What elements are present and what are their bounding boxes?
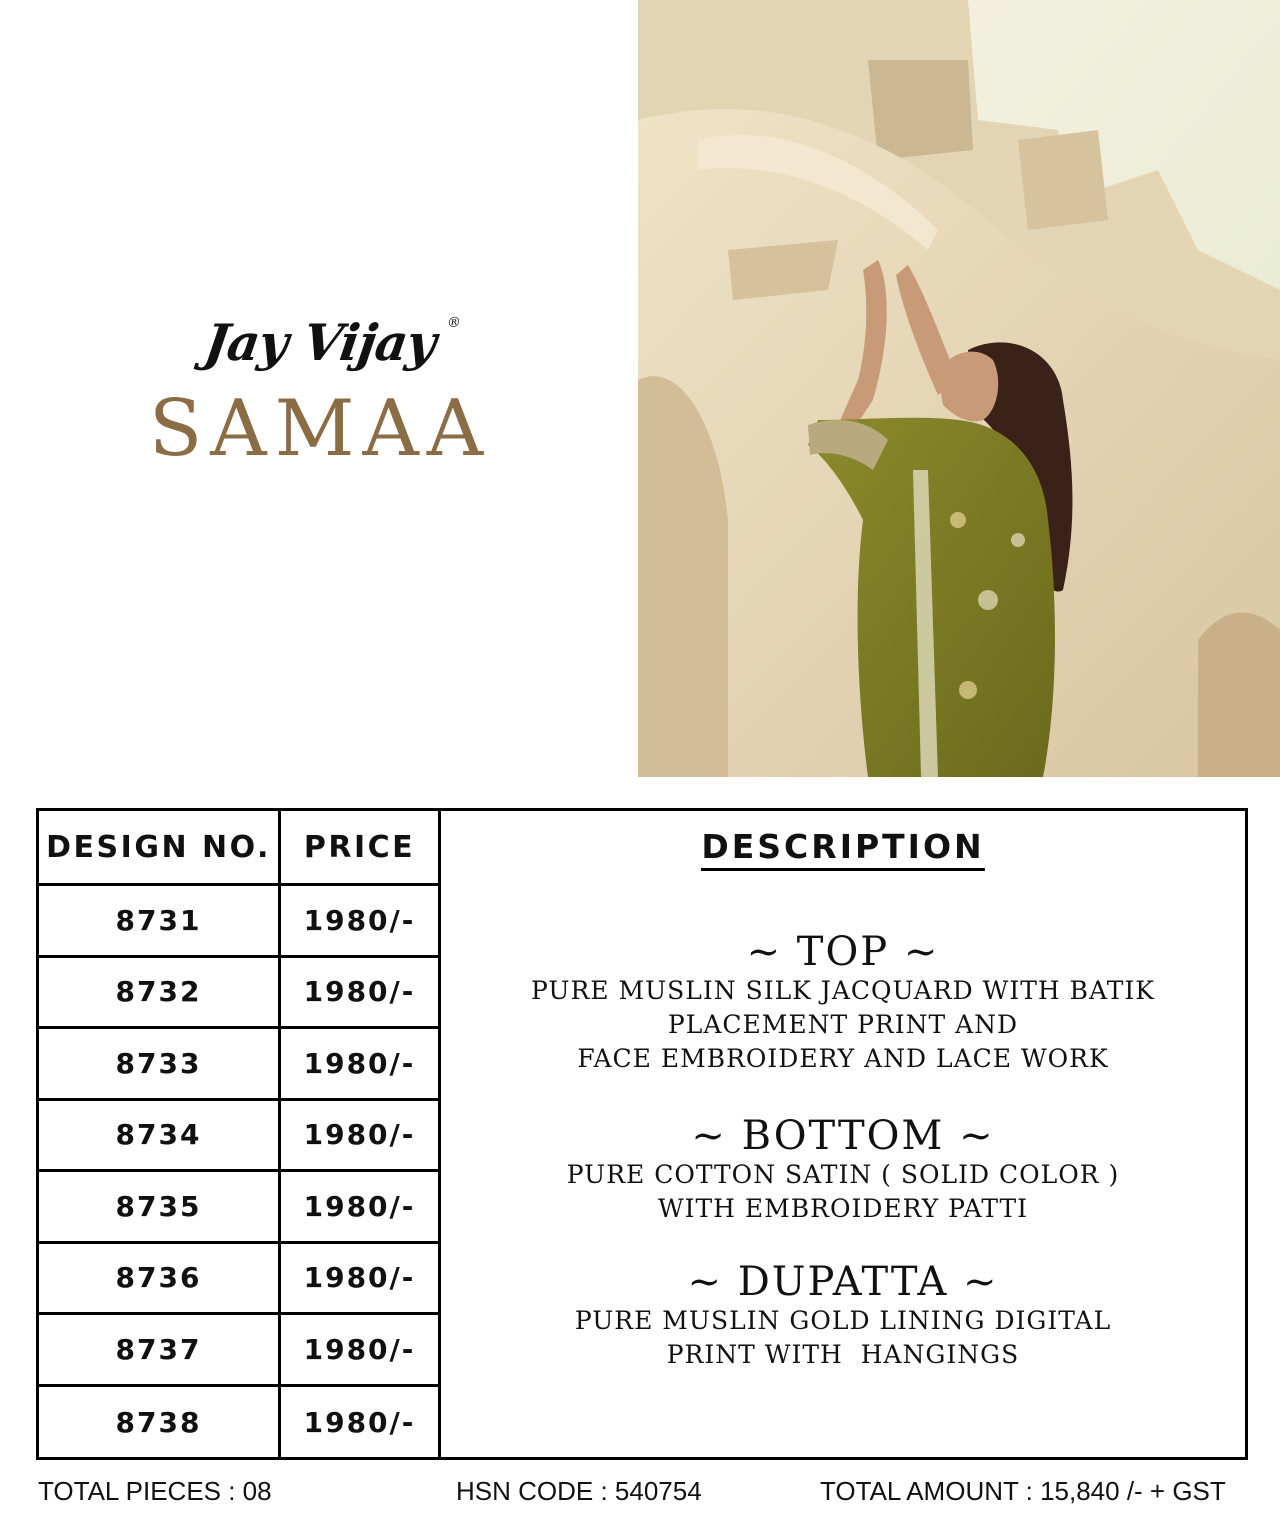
top-section bbox=[441, 930, 1245, 1076]
brand-logo bbox=[200, 313, 461, 372]
dupatta-line: PURE MUSLIN GOLD LINING DIGITAL bbox=[574, 1306, 1112, 1335]
brand-block bbox=[140, 313, 500, 474]
bottom-line: WITH EMBROIDERY PATTI bbox=[657, 1194, 1029, 1223]
price-cell: 1980/- bbox=[281, 958, 438, 1030]
design-header: DESIGN NO. bbox=[39, 811, 278, 886]
monument-step bbox=[868, 60, 973, 160]
kurta-motif bbox=[1011, 533, 1025, 547]
design-no-cell: 8731 bbox=[39, 886, 278, 958]
price-cell: 1980/- bbox=[281, 1029, 438, 1101]
total-amount: TOTAL AMOUNT : 15,840 /- + GST bbox=[820, 1476, 1226, 1506]
design-no-cell: 8738 bbox=[115, 1405, 202, 1439]
top-line: PLACEMENT PRINT AND bbox=[667, 1010, 1019, 1039]
model-photo-illustration bbox=[638, 0, 1280, 777]
design-no-cell: 8735 bbox=[39, 1172, 278, 1244]
model-photo bbox=[638, 0, 1280, 777]
top-line: FACE EMBROIDERY AND LACE WORK bbox=[577, 1044, 1109, 1073]
price-header: PRICE bbox=[281, 811, 438, 886]
price-cell: 1980/- bbox=[281, 1315, 438, 1387]
kurta-motif bbox=[950, 512, 966, 528]
design-no-cell: 8732 bbox=[39, 958, 278, 1030]
bottom-heading: ~ BOTTOM ~ bbox=[691, 1113, 995, 1159]
design-column bbox=[39, 811, 281, 1457]
price-cell: 1980/- bbox=[281, 1244, 438, 1316]
collection-title: SAMAA bbox=[148, 384, 492, 474]
brand-logo-text: Jay Vijay bbox=[200, 313, 440, 372]
dupatta-heading: ~ DUPATTA ~ bbox=[687, 1259, 999, 1305]
bottom-line: PURE COTTON SATIN ( SOLID COLOR ) bbox=[566, 1160, 1120, 1189]
dupatta-section bbox=[441, 1260, 1245, 1372]
description-header-text: DESCRIPTION bbox=[701, 827, 984, 871]
design-no-cell: 8737 bbox=[39, 1315, 278, 1387]
price-cell: 1980/- bbox=[281, 1172, 438, 1244]
description-column bbox=[441, 811, 1245, 1457]
top-line: PURE MUSLIN SILK JACQUARD WITH BATIK bbox=[531, 976, 1155, 1005]
price-cell: 1980/- bbox=[303, 1405, 416, 1439]
design-no-cell: 8734 bbox=[39, 1101, 278, 1173]
design-no-cell: 8736 bbox=[39, 1244, 278, 1316]
design-no-cell: 8733 bbox=[39, 1029, 278, 1101]
bottom-section bbox=[441, 1114, 1245, 1226]
price-cell: 1980/- bbox=[281, 1101, 438, 1173]
kurta-motif bbox=[978, 590, 998, 610]
monument-step bbox=[1018, 130, 1108, 230]
registered-mark: ® bbox=[445, 315, 461, 331]
price-column bbox=[281, 811, 441, 1457]
hsn-code: HSN CODE : 540754 bbox=[456, 1476, 702, 1506]
dupatta-line: PRINT WITH HANGINGS bbox=[666, 1340, 1020, 1369]
description-header bbox=[441, 827, 1245, 866]
catalog-table bbox=[36, 808, 1248, 1460]
kurta-motif bbox=[959, 681, 977, 699]
top-heading: ~ TOP ~ bbox=[746, 929, 940, 975]
total-pieces: TOTAL PIECES : 08 bbox=[38, 1476, 272, 1506]
arch bbox=[1198, 613, 1280, 778]
price-cell: 1980/- bbox=[281, 886, 438, 958]
